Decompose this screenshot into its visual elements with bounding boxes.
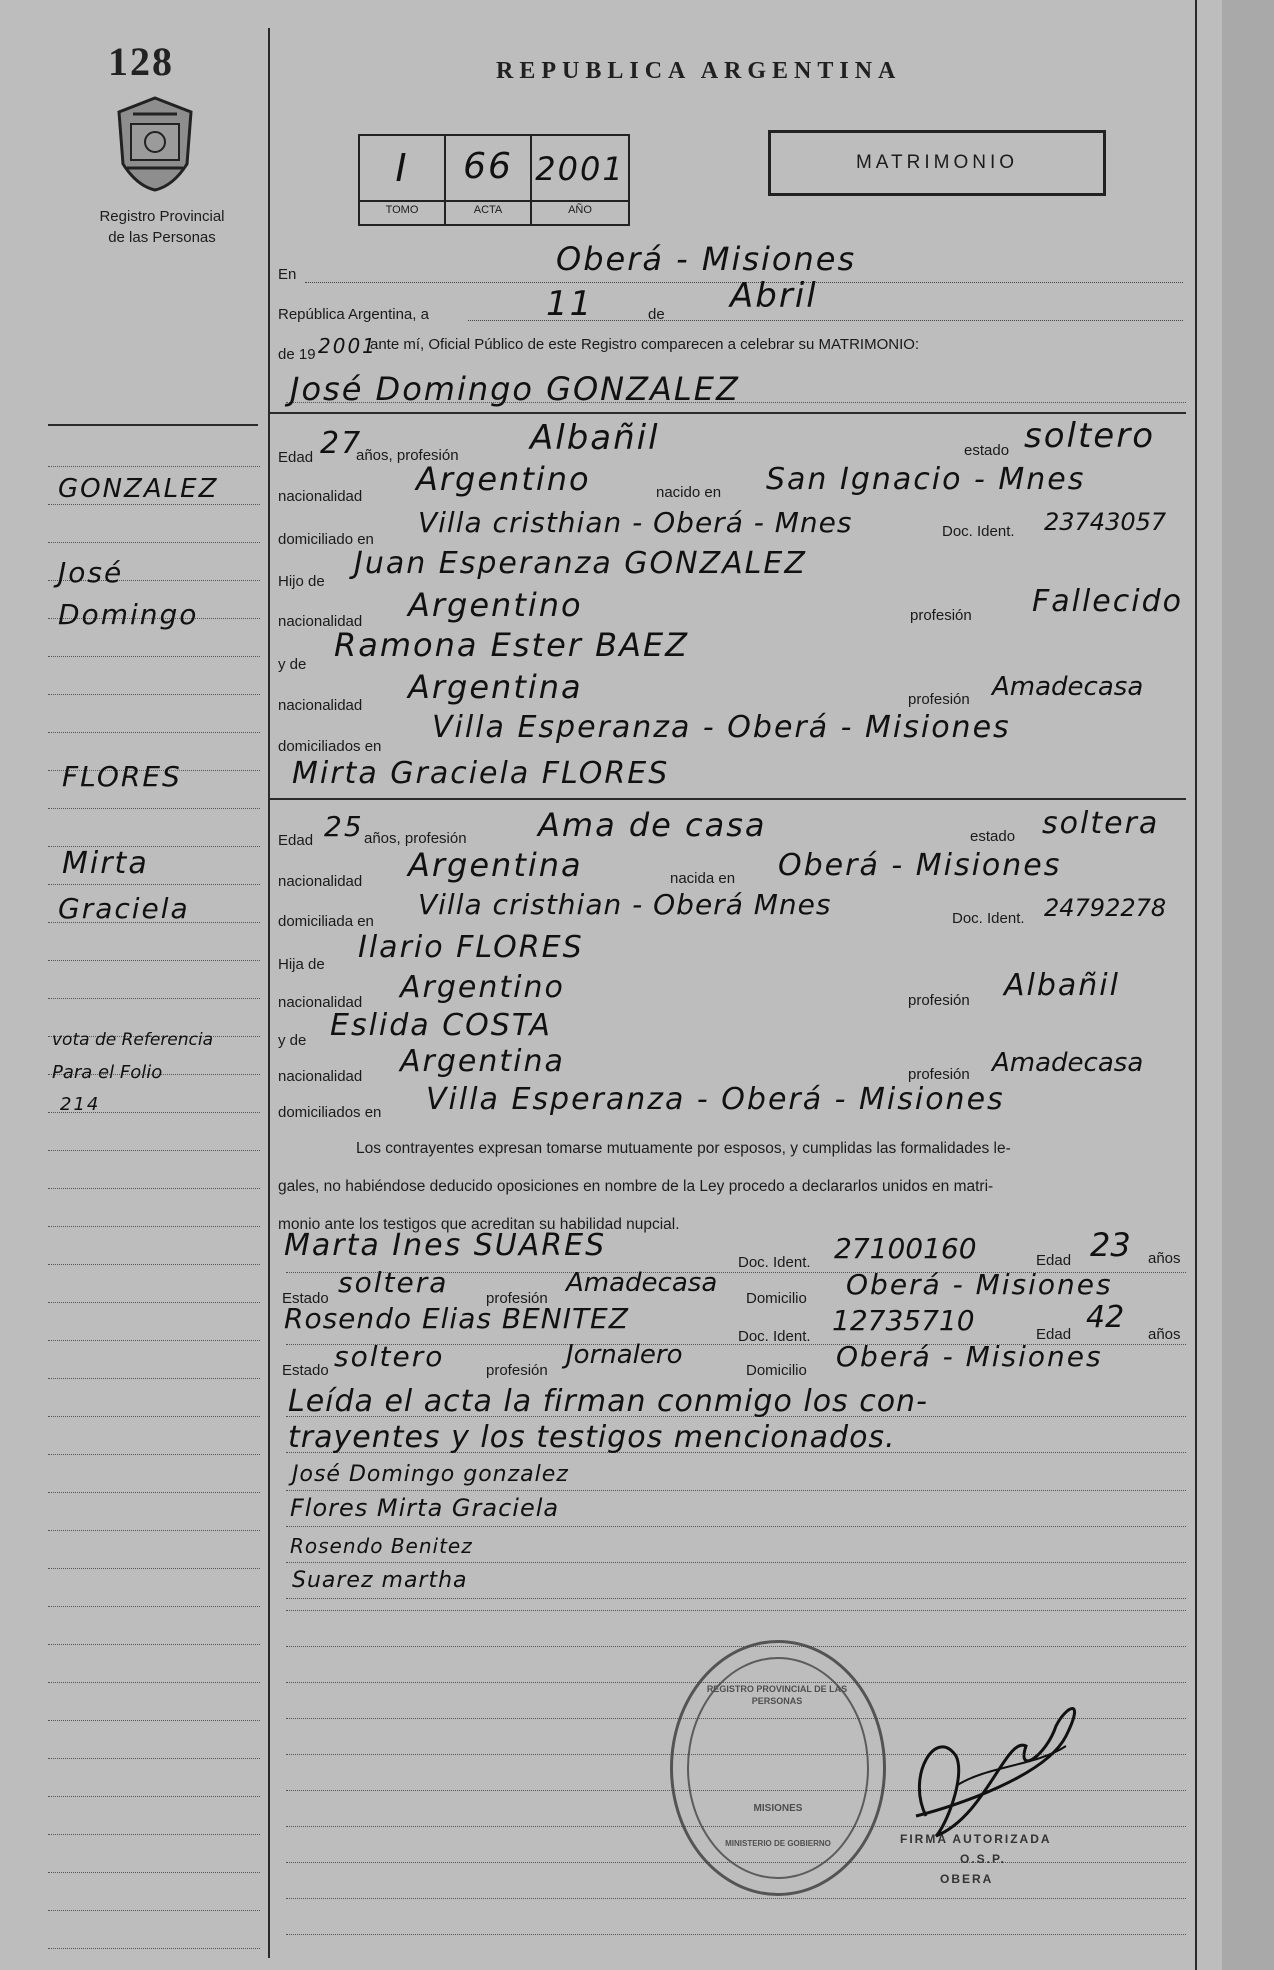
- signature-groom: José Domingo gonzalez: [292, 1462, 569, 1487]
- bride-mother: Eslida COSTA: [330, 1008, 552, 1043]
- margin-ruled-line: [48, 1948, 260, 1949]
- bride-domicile: Villa cristhian - Oberá Mnes: [418, 888, 832, 921]
- bride-domiciliados-label: domiciliados en: [278, 1104, 382, 1121]
- groom-domiciliado-label: domiciliado en: [278, 531, 374, 548]
- witness1-anos-label: años: [1148, 1250, 1181, 1267]
- bride-parents-domicile: Villa Esperanza - Oberá - Misiones: [426, 1082, 1005, 1117]
- stamp-line-1: FIRMA AUTORIZADA: [900, 1832, 1052, 1846]
- witness1-domicile: Oberá - Misiones: [846, 1268, 1113, 1301]
- margin-ruled-line: [48, 1150, 260, 1151]
- body-ruled-line: [286, 1526, 1186, 1527]
- groom-profession: Albañil: [530, 418, 660, 458]
- witness2-domicilio-label: Domicilio: [746, 1362, 807, 1379]
- groom-doc-label: Doc. Ident.: [942, 523, 1015, 540]
- margin-ruled-line: [48, 1340, 260, 1341]
- groom-doc: 23743057: [1044, 508, 1167, 536]
- groom-mother-nat-label: nacionalidad: [278, 697, 363, 714]
- groom-hijo-label: Hijo de: [278, 573, 325, 590]
- groom-father-prof-label: profesión: [910, 607, 972, 624]
- groom-estado-label: estado: [964, 442, 1010, 459]
- statement-text: ante mí, Oficial Público de este Registro comparecen a celebrar su MATRIMONIO:: [370, 336, 920, 353]
- groom-name: José Domingo GONZALEZ: [290, 370, 740, 408]
- bride-doc: 24792278: [1044, 894, 1167, 922]
- bride-mother-nat: Argentina: [400, 1044, 565, 1079]
- body-ruled-line: [286, 1598, 1186, 1599]
- witness2-domicile: Oberá - Misiones: [836, 1340, 1103, 1373]
- witness2-estado-label: Estado: [282, 1362, 329, 1379]
- groom-mother-prof: Amadecasa: [992, 672, 1144, 702]
- witness1-domicilio-label: Domicilio: [746, 1290, 807, 1307]
- declaration-line-3: monio ante los testigos que acreditan su habilidad nupcial.: [278, 1216, 680, 1233]
- bride-mother-prof-label: profesión: [908, 1066, 970, 1083]
- groom-mother-nat: Argentina: [408, 668, 583, 706]
- ano-label: AÑO: [568, 204, 592, 216]
- provincial-emblem-icon: [113, 94, 197, 194]
- margin-note-3: 214: [60, 1094, 101, 1115]
- signature-bride: Flores Mirta Graciela: [290, 1494, 560, 1522]
- margin-given-1b: Domingo: [58, 598, 199, 631]
- bride-father: Ilario FLORES: [358, 930, 584, 965]
- bride-section-rule: [270, 798, 1186, 800]
- bride-doc-label: Doc. Ident.: [952, 910, 1025, 927]
- body-ruled-line: [286, 1898, 1186, 1899]
- margin-ruled-line: [48, 542, 260, 543]
- bride-anos-label: años, profesión: [364, 830, 467, 847]
- bride-father-prof-label: profesión: [908, 992, 970, 1009]
- bride-nacida-label: nacida en: [670, 870, 736, 887]
- groom-parents-domicile: Villa Esperanza - Oberá - Misiones: [432, 710, 1011, 745]
- bride-estado-label: estado: [970, 828, 1016, 845]
- margin-ruled-line: [48, 1758, 260, 1759]
- bride-edad-label: Edad: [278, 832, 314, 849]
- groom-nationality: Argentino: [416, 460, 591, 498]
- stamp-line-2: O.S.P.: [960, 1852, 1006, 1866]
- official-signature-icon: [896, 1666, 1096, 1856]
- declaration-line-2: gales, no habiéndose deducido oposiciones en nombre de la Ley procedo a declararlos unidos en matri-: [278, 1178, 994, 1195]
- official-seal: [670, 1640, 886, 1896]
- margin-ruled-line: [48, 808, 260, 809]
- groom-domiciliados-label: domiciliados en: [278, 738, 382, 755]
- closing-line-2: trayentes y los testigos mencionados.: [288, 1420, 896, 1455]
- bride-father-prof: Albañil: [1004, 968, 1120, 1003]
- margin-note-1: vota de Referencia: [52, 1030, 214, 1050]
- month-value: Abril: [730, 276, 818, 316]
- bride-age: 25: [324, 810, 364, 843]
- bride-nationality: Argentina: [408, 846, 583, 884]
- margin-ruled-line: [48, 1720, 260, 1721]
- margin-surname-2: FLORES: [62, 760, 182, 793]
- declaration-line-1: Los contrayentes expresan tomarse mutuamente por esposos, y cumplidas las formalidades le-: [356, 1140, 1011, 1157]
- margin-given-2a: Mirta: [62, 846, 149, 881]
- bride-estado: soltera: [1042, 806, 1160, 841]
- margin-ruled-line: [48, 998, 260, 999]
- groom-section-rule: [270, 412, 1186, 414]
- margin-ruled-line: [48, 1910, 260, 1911]
- en-label: En: [278, 266, 297, 283]
- body-ruled-line: [286, 1646, 1186, 1647]
- registry-name: [72, 206, 252, 248]
- tomo-label: TOMO: [385, 204, 419, 216]
- acta-label: ACTA: [473, 204, 503, 216]
- margin-ruled-line: [48, 466, 260, 467]
- margin-divider: [268, 28, 270, 1958]
- margin-ruled-line: [48, 1188, 260, 1189]
- de19-label: de 19: [278, 346, 316, 363]
- witness2-doc-label: Doc. Ident.: [738, 1328, 811, 1345]
- registry-line-1: Registro Provincial: [99, 208, 225, 225]
- seal-subtext: MISIONES: [753, 1803, 803, 1814]
- witness2-name: Rosendo Elias BENITEZ: [284, 1302, 629, 1335]
- tomo-value: I: [395, 146, 409, 190]
- witness1-estado-label: Estado: [282, 1290, 329, 1307]
- bride-name: Mirta Graciela FLORES: [292, 756, 670, 791]
- body-ruled-line: [286, 1562, 1186, 1563]
- acta-value: 66: [463, 146, 513, 187]
- margin-ruled-line: [48, 1302, 260, 1303]
- margin-ruled-line: [48, 1644, 260, 1645]
- bride-father-nat: Argentino: [400, 970, 565, 1005]
- groom-domicile: Villa cristhian - Oberá - Mnes: [418, 506, 853, 539]
- groom-nacido-label: nacido en: [656, 484, 722, 501]
- margin-ruled-line: [48, 1492, 260, 1493]
- witness2-profession: Jornalero: [566, 1340, 683, 1370]
- margin-surname-1: GONZALEZ: [58, 474, 219, 504]
- margin-note-2: Para el Folio: [52, 1062, 163, 1083]
- groom-father: Juan Esperanza GONZALEZ: [354, 546, 807, 581]
- witness1-age: 23: [1090, 1226, 1131, 1264]
- margin-top-rule: [48, 424, 258, 426]
- margin-given-1a: José: [58, 556, 124, 589]
- margin-ruled-line: [48, 1454, 260, 1455]
- margin-ruled-line: [48, 1530, 260, 1531]
- ano-value: 2001: [535, 150, 625, 188]
- margin-ruled-line: [48, 504, 260, 505]
- margin-ruled-line: [48, 1416, 260, 1417]
- year-value: 2001: [318, 334, 377, 358]
- bride-yde-label: y de: [278, 1032, 307, 1049]
- witness2-prof-label: profesión: [486, 1362, 548, 1379]
- margin-ruled-line: [48, 732, 260, 733]
- groom-yde-label: y de: [278, 656, 307, 673]
- witness2-anos-label: años: [1148, 1326, 1181, 1343]
- registry-line-2: de las Personas: [108, 229, 216, 246]
- day-value: 11: [546, 284, 594, 324]
- witness1-doc-label: Doc. Ident.: [738, 1254, 811, 1271]
- seal-bottom-text: MINISTERIO DE GOBIERNO: [725, 1839, 831, 1848]
- groom-father-nat: Argentino: [408, 586, 583, 624]
- bride-mother-nat-label: nacionalidad: [278, 1068, 363, 1085]
- groom-father-prof: Fallecido: [1032, 584, 1183, 619]
- bride-profession: Ama de casa: [538, 806, 767, 844]
- margin-ruled-line: [48, 1606, 260, 1607]
- margin-ruled-line: [48, 1568, 260, 1569]
- groom-anos-label: años, profesión: [356, 447, 459, 464]
- place-value: Oberá - Misiones: [556, 240, 857, 278]
- record-number-box: [358, 134, 630, 226]
- stamp-line-3: OBERA: [940, 1872, 994, 1886]
- margin-ruled-line: [48, 656, 260, 657]
- bride-father-nat-label: nacionalidad: [278, 994, 363, 1011]
- margin-ruled-line: [48, 1872, 260, 1873]
- groom-father-nat-label: nacionalidad: [278, 613, 363, 630]
- margin-ruled-line: [48, 1226, 260, 1227]
- margin-ruled-line: [48, 694, 260, 695]
- witness2-edad-label: Edad: [1036, 1326, 1072, 1343]
- witness2-estado: soltero: [334, 1340, 445, 1373]
- right-border: [1195, 0, 1197, 1970]
- margin-ruled-line: [48, 1264, 260, 1265]
- witness2-age: 42: [1086, 1300, 1125, 1335]
- seal-text: REGISTRO PROVINCIAL DE LAS PERSONAS: [706, 1684, 848, 1706]
- closing-line-1: Leída el acta la firman conmigo los con-: [288, 1384, 928, 1419]
- document-type-box: MATRIMONIO: [768, 130, 1106, 196]
- groom-mother-prof-label: profesión: [908, 691, 970, 708]
- margin-ruled-line: [48, 1834, 260, 1835]
- groom-birthplace: San Ignacio - Mnes: [766, 462, 1086, 497]
- signature-witness-rosendo: Rosendo Benitez: [290, 1534, 473, 1558]
- bride-birthplace: Oberá - Misiones: [778, 848, 1062, 883]
- margin-ruled-line: [48, 1378, 260, 1379]
- witness1-profession: Amadecasa: [566, 1268, 718, 1298]
- margin-given-2b: Graciela: [58, 892, 190, 925]
- declaration-text: [278, 1130, 1194, 1244]
- bride-hija-label: Hija de: [278, 956, 325, 973]
- witness1-edad-label: Edad: [1036, 1252, 1072, 1269]
- witness1-prof-label: profesión: [486, 1290, 548, 1307]
- body-ruled-line: [286, 1490, 1186, 1491]
- groom-age: 27: [320, 426, 363, 461]
- bride-mother-prof: Amadecasa: [992, 1048, 1144, 1078]
- folio-number: 128: [108, 39, 174, 84]
- witness1-doc: 27100160: [834, 1232, 977, 1265]
- witness1-name: Marta Ines SUARES: [284, 1228, 607, 1263]
- signature-witness-martha: Suarez martha: [292, 1568, 468, 1593]
- country-title: REPUBLICA ARGENTINA: [496, 58, 902, 84]
- witness2-doc: 12735710: [832, 1304, 975, 1337]
- groom-mother: Ramona Ester BAEZ: [334, 626, 690, 664]
- groom-nat-label: nacionalidad: [278, 488, 363, 505]
- witness1-estado: soltera: [338, 1266, 449, 1299]
- groom-edad-label: Edad: [278, 449, 314, 466]
- bride-domiciliada-label: domiciliada en: [278, 913, 374, 930]
- bride-nat-label: nacionalidad: [278, 873, 363, 890]
- de-label: de: [648, 306, 665, 323]
- body-ruled-line: [286, 1610, 1186, 1611]
- groom-estado: soltero: [1024, 416, 1155, 456]
- body-ruled-line: [286, 1934, 1186, 1935]
- margin-ruled-line: [48, 1796, 260, 1797]
- margin-ruled-line: [48, 960, 260, 961]
- republic-label: República Argentina, a: [278, 306, 429, 323]
- margin-ruled-line: [48, 1682, 260, 1683]
- margin-ruled-line: [48, 884, 260, 885]
